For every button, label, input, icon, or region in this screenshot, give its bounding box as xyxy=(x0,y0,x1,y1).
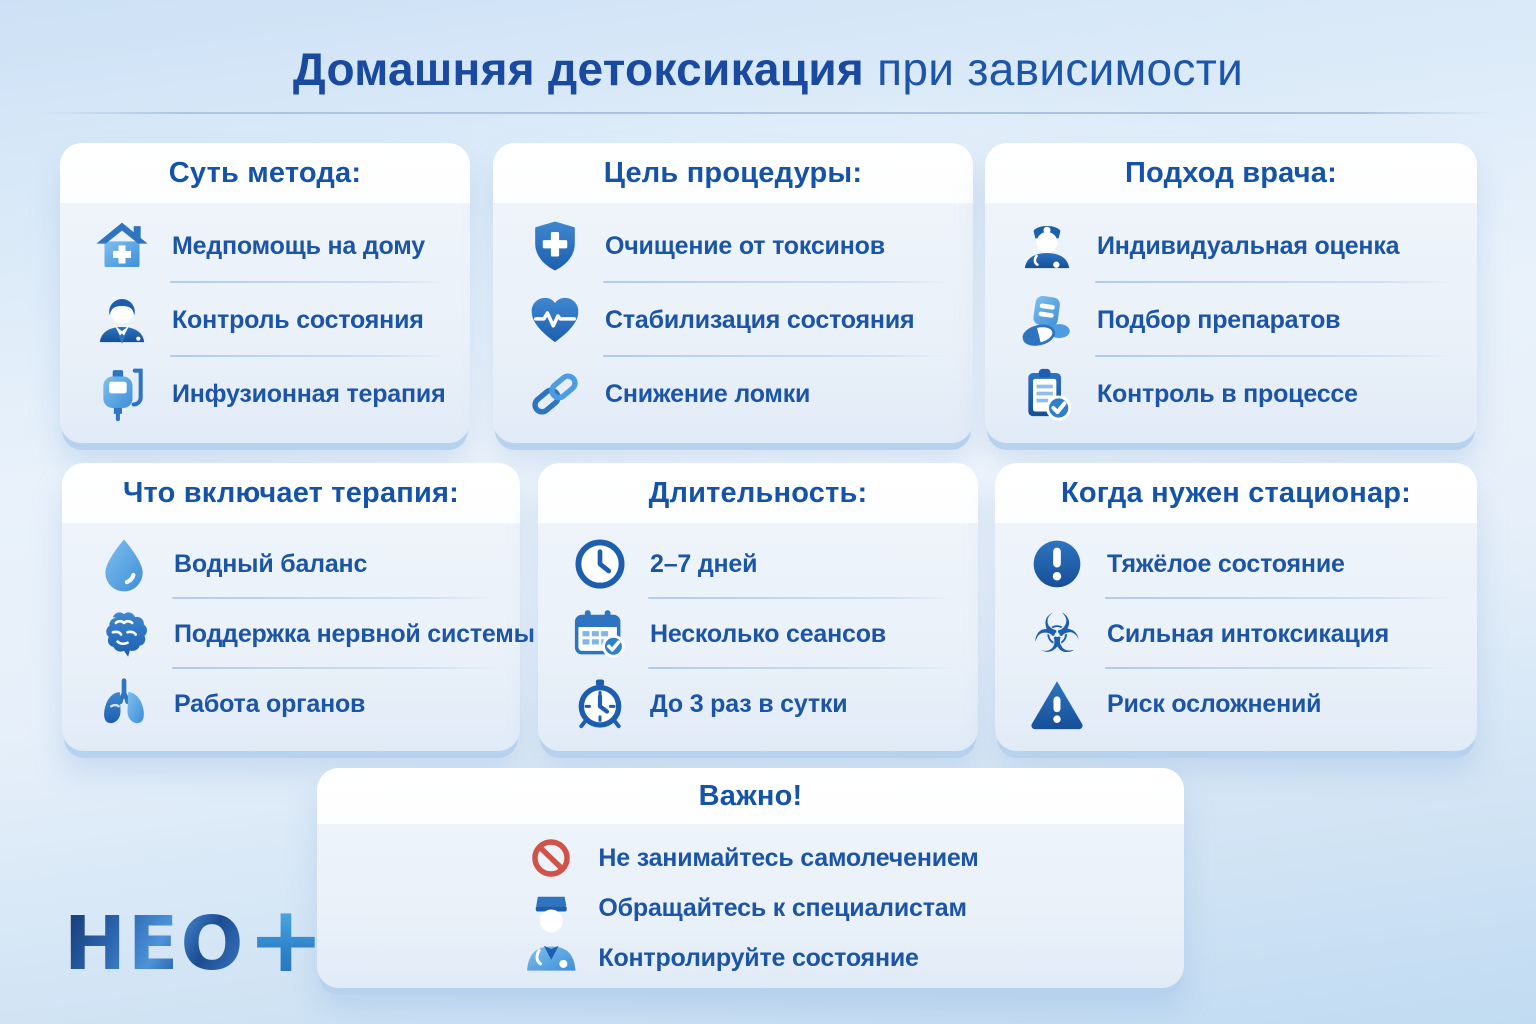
heart-pulse-icon xyxy=(525,289,585,351)
list-item xyxy=(1017,357,1455,431)
list-item xyxy=(570,669,956,739)
logo-text: НЕО xyxy=(64,901,246,987)
list-item xyxy=(525,283,951,357)
card-body xyxy=(62,523,535,751)
item-label: Контроль в процессе xyxy=(1097,379,1358,408)
important-item-label: Не занимайтесь самолечением xyxy=(598,843,979,872)
item-label: Поддержка нервной системы xyxy=(174,619,535,648)
important-item-label: Обращайтесь к специалистам xyxy=(598,893,967,922)
item-label: Индивидуальная оценка xyxy=(1097,231,1400,260)
alarm-clock-icon xyxy=(570,673,630,735)
house-medical-icon xyxy=(92,215,152,277)
card-body xyxy=(985,203,1477,443)
card-body xyxy=(60,203,470,443)
page-title-regular: при зависимости xyxy=(864,43,1244,95)
card-body xyxy=(995,523,1477,751)
card-header: Длительность: xyxy=(538,463,978,523)
warning-triangle-icon xyxy=(1027,673,1087,735)
card-header: Цель процедуры: xyxy=(493,143,973,203)
card-header: Когда нужен стационар: xyxy=(995,463,1477,523)
page-title xyxy=(0,42,1536,96)
item-label: Инфузионная терапия xyxy=(172,379,446,408)
item-label: Риск осложнений xyxy=(1107,689,1322,718)
list-item xyxy=(94,599,535,669)
item-label: Сильная интоксикация xyxy=(1107,619,1390,648)
card-when-hospital xyxy=(995,463,1477,751)
card-header: Важно! xyxy=(317,768,1184,824)
water-drop-icon xyxy=(94,533,154,595)
surgeon-icon xyxy=(522,909,580,957)
item-label: Тяжёлое состояние xyxy=(1107,549,1345,578)
lungs-icon xyxy=(94,673,154,735)
list-item xyxy=(525,209,951,283)
item-label: 2–7 дней xyxy=(650,549,758,578)
list-item xyxy=(92,357,448,431)
neo-plus-logo xyxy=(64,886,325,993)
list-item xyxy=(1027,599,1455,669)
no-entry-icon xyxy=(522,834,580,882)
list-item xyxy=(570,529,956,599)
chain-link-icon xyxy=(525,363,585,425)
list-item xyxy=(1017,209,1455,283)
plus-icon: + xyxy=(247,886,325,993)
item-label: Подбор препаратов xyxy=(1097,305,1341,334)
card-body xyxy=(317,824,1184,992)
card-header: Суть метода: xyxy=(60,143,470,203)
card-important xyxy=(317,768,1184,988)
item-label: Очищение от токсинов xyxy=(605,231,885,260)
page-title-bold: Домашняя детоксикация xyxy=(292,43,865,95)
clipboard-check-icon xyxy=(1017,363,1077,425)
important-item-label: Контролируйте состояние xyxy=(598,943,919,972)
item-label: Контроль состояния xyxy=(172,305,424,334)
biohazard-icon xyxy=(1027,603,1087,665)
list-item xyxy=(92,283,448,357)
item-label: До 3 раз в сутки xyxy=(650,689,848,718)
brain-icon xyxy=(94,603,154,665)
card-header: Что включает терапия: xyxy=(62,463,520,523)
doctor-icon xyxy=(92,289,152,351)
doctor-cap-icon xyxy=(1017,215,1077,277)
calendar-check-icon xyxy=(570,603,630,665)
item-label: Водный баланс xyxy=(174,549,368,578)
card-duration xyxy=(538,463,978,751)
list-item xyxy=(1027,529,1455,599)
clock-icon xyxy=(570,533,630,595)
item-label: Медпомощь на дому xyxy=(172,231,425,260)
list-item xyxy=(1027,669,1455,739)
card-header: Подход врача: xyxy=(985,143,1477,203)
card-body xyxy=(493,203,973,443)
card-procedure-goal xyxy=(493,143,973,443)
list-item xyxy=(92,209,448,283)
item-label: Снижение ломки xyxy=(605,379,811,408)
shield-cross-icon xyxy=(525,215,585,277)
pills-icon xyxy=(1017,289,1077,351)
card-body xyxy=(538,523,978,751)
card-therapy-includes xyxy=(62,463,535,751)
exclamation-circle-icon xyxy=(1027,533,1087,595)
iv-drip-icon xyxy=(92,363,152,425)
card-method-essence xyxy=(60,143,470,443)
card-doctor-approach xyxy=(985,143,1477,443)
list-item xyxy=(94,669,498,739)
list-item xyxy=(1017,283,1455,357)
list-item xyxy=(525,357,951,431)
item-label: Несколько сеансов xyxy=(650,619,886,648)
item-label: Стабилизация состояния xyxy=(605,305,915,334)
item-label: Работа органов xyxy=(174,689,366,718)
list-item xyxy=(94,529,498,599)
biohazard-glyph: ☣ xyxy=(1032,602,1082,665)
title-divider xyxy=(40,112,1496,114)
list-item xyxy=(570,599,956,669)
